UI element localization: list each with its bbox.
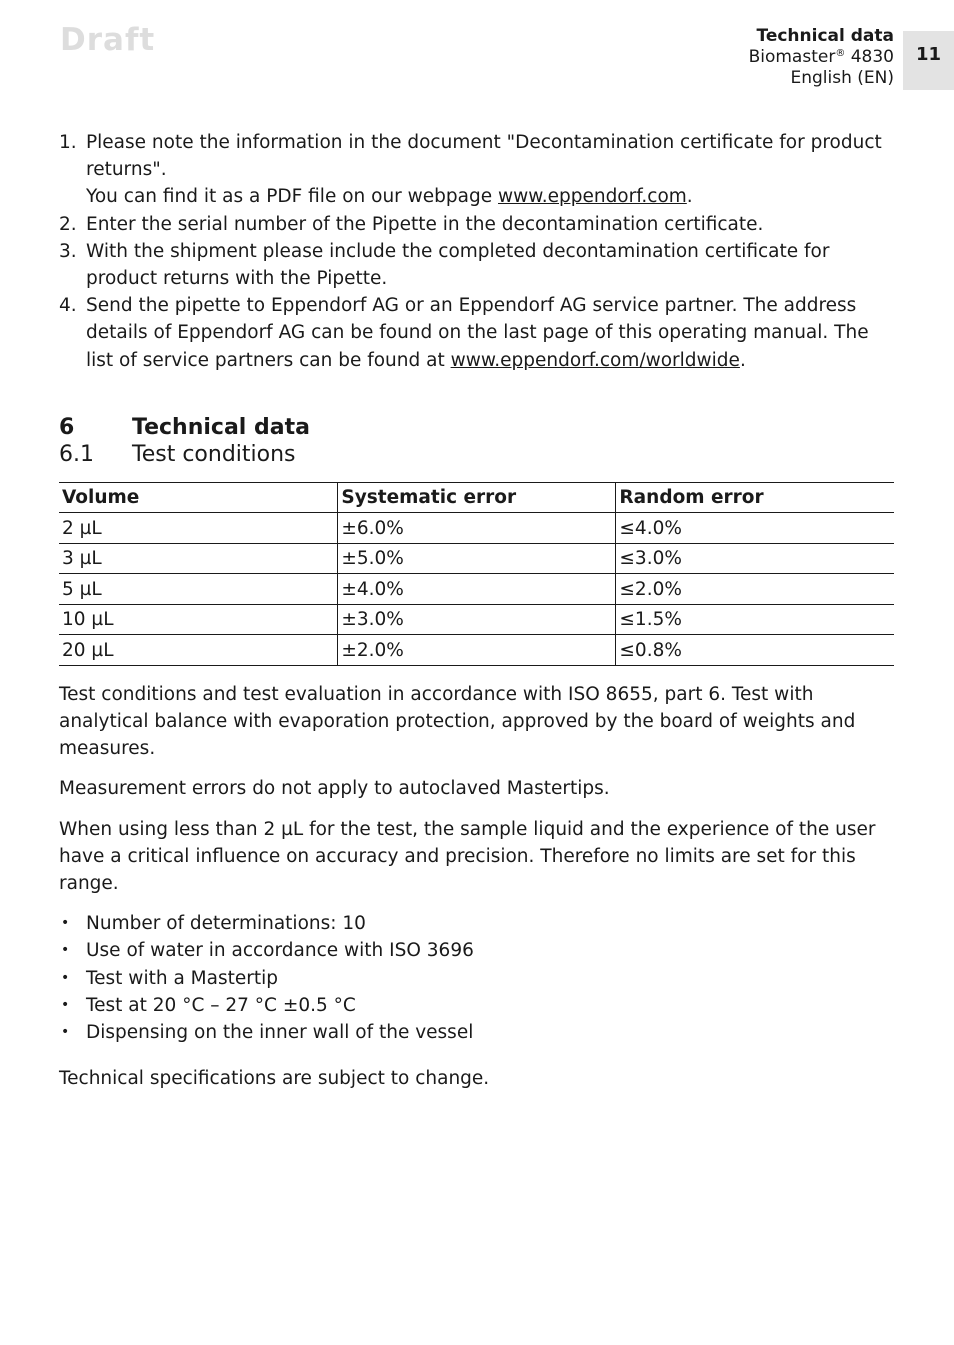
step-number: 2. [59, 213, 77, 235]
step-text: Send the pipette to Eppendorf AG or an Eppendorf AG service partner. The address details of Eppendorf AG can be found on the last page of this operating manual. The list of service partners can be found at [86, 295, 869, 371]
systematic-error-cell: ±2.0% [338, 635, 616, 666]
column-header-random-error: Random error [616, 482, 894, 513]
table-row [59, 543, 894, 574]
list-item [59, 129, 894, 211]
registered-mark: ® [835, 48, 846, 59]
punctuation: . [739, 349, 746, 371]
random-error-cell: ≤4.0% [616, 513, 894, 544]
step-number: 1. [59, 132, 77, 153]
list-item: • Use of water in accordance with ISO 3696 [59, 937, 894, 964]
worldwide-link[interactable]: www.eppendorf.com/worldwide [450, 349, 740, 371]
section-number: 6 [59, 414, 75, 440]
column-header-systematic-error: Systematic error [338, 482, 616, 513]
random-error-cell: ≤1.5% [616, 604, 894, 635]
header-language: English (EN) [790, 68, 894, 88]
section-title: Technical data [132, 414, 310, 440]
page-content [59, 129, 894, 1092]
systematic-error-cell: ±3.0% [338, 604, 616, 635]
systematic-error-cell: ±4.0% [338, 574, 616, 605]
draft-watermark: Draft [60, 22, 156, 58]
punctuation: . [686, 186, 693, 208]
subsection-heading [59, 441, 894, 469]
test-parameters-list [59, 910, 894, 1046]
product-model: 4830 [845, 47, 894, 67]
step-text: Please note the information in the document "Decontamination certificate for product returns". [86, 132, 882, 181]
list-item [59, 292, 894, 374]
running-header [749, 26, 894, 89]
table-row [59, 574, 894, 605]
product-name: Biomaster [748, 47, 836, 67]
table-row [59, 604, 894, 635]
eppendorf-link[interactable]: www.eppendorf.com [498, 186, 687, 208]
list-item [59, 238, 894, 292]
step-subtext [86, 183, 894, 210]
random-error-cell: ≤3.0% [616, 543, 894, 574]
subsection-number: 6.1 [59, 441, 94, 467]
list-item: • Number of determinations: 10 [59, 910, 894, 937]
page-number: 11 [915, 44, 942, 65]
section-heading [59, 414, 894, 442]
table-header-row [59, 482, 894, 513]
volume-cell: 20 µL [59, 635, 338, 666]
systematic-error-cell: ±5.0% [338, 543, 616, 574]
volume-cell: 3 µL [59, 543, 338, 574]
random-error-cell: ≤2.0% [616, 574, 894, 605]
test-conditions-paragraph: Test conditions and test evaluation in accordance with ISO 8655, part 6. Test with analytical balance with evaporation protection, approved by the board of weights and measures. [59, 683, 856, 760]
step-number: 4. [59, 295, 77, 317]
return-steps-list [59, 129, 894, 374]
table-row [59, 635, 894, 666]
autoclave-note-paragraph: Measurement errors do not apply to autoclaved Mastertips. [59, 778, 610, 800]
low-volume-paragraph: When using less than 2 µL for the test, the sample liquid and the experience of the user have a critical influence on accuracy and precision. Therefore no limits are set for this range. [59, 818, 876, 895]
column-header-volume: Volume [59, 482, 338, 513]
list-item: • Test at 20 °C – 27 °C ±0.5 °C [59, 992, 894, 1019]
spec-change-note: Technical specifications are subject to change. [59, 1068, 490, 1090]
step-number: 3. [59, 240, 77, 262]
table-row [59, 513, 894, 544]
volume-cell: 2 µL [59, 513, 338, 544]
header-product [749, 47, 894, 68]
list-item: • Dispensing on the inner wall of the vessel [59, 1019, 894, 1046]
test-conditions-table [59, 482, 894, 666]
volume-cell: 5 µL [59, 574, 338, 605]
random-error-cell: ≤0.8% [616, 635, 894, 666]
header-section-title: Technical data [756, 26, 894, 46]
step-subtext-label: You can find it as a PDF file on our webpage [86, 186, 499, 208]
step-text: Enter the serial number of the Pipette in the decontamination certificate. [86, 213, 764, 235]
subsection-title: Test conditions [132, 441, 296, 467]
list-item [59, 211, 894, 238]
volume-cell: 10 µL [59, 604, 338, 635]
systematic-error-cell: ±6.0% [338, 513, 616, 544]
step-text: With the shipment please include the completed decontamination certificate for product returns with the Pipette. [86, 240, 830, 290]
list-item: • Test with a Mastertip [59, 965, 894, 992]
page-number-tab [903, 31, 954, 90]
